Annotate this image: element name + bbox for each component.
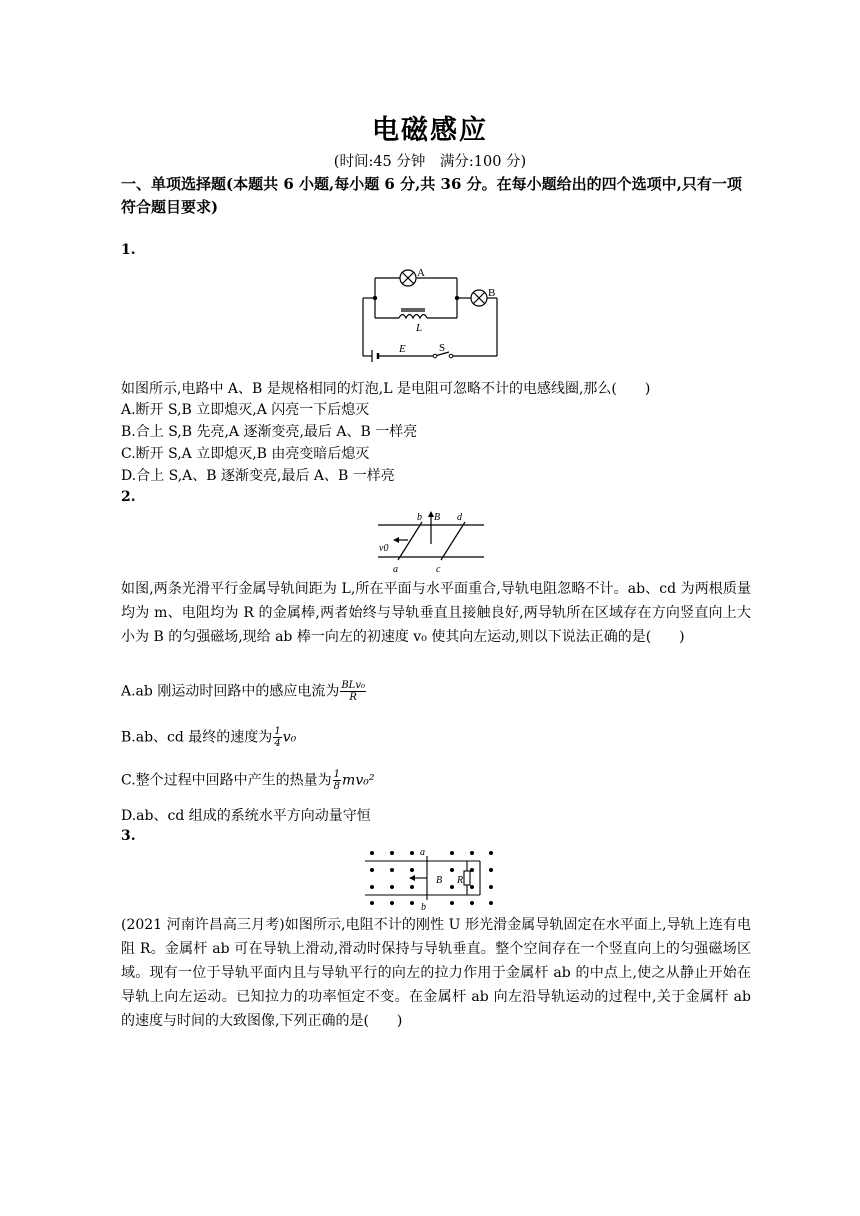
label-lamp-b: B (488, 287, 496, 299)
question-2-rails-figure (376, 510, 486, 576)
label-field-b: B (436, 875, 443, 886)
label-resistor-r: R (457, 875, 464, 886)
label-rod-a: a (420, 847, 425, 858)
label-v0: v0 (379, 543, 389, 554)
question-2-stem: 如图,两条光滑平行金属导轨间距为 L,所在平面与水平面重合,导轨电阻忽略不计。ab、cd 为两根质量均为 m、电阻均为 R 的金属棒,两者始终与导轨垂直且接触良好,两导轨所在区域存在方向竖直向上大小为 B 的匀强磁场,现给 ab 棒一向左的初速度 v₀ 使其向左运动,则以下说法正确的是( ) (121, 581, 751, 645)
label-b-end: b (417, 512, 422, 523)
question-3-stem: (2021 河南许昌高三月考)如图所示,电阻不计的刚性 U 形光滑金属导轨固定在水平面上,导轨上连有电阻 R。金属杆 ab 可在导轨上滑动,滑动时保持与导轨垂直。整个空间存在一个竖直向上的匀强磁场区域。现有一位于导轨平面内且与导轨平行的向左的拉力作用于金属杆 ab 的中点上,使之从静止开始在导轨上向左运动。已知拉力的功率恒定不变。在金属杆 ab 向左沿导轨运动的过程中,关于金属杆 ab 的速度与时间的大致图像,下列正确的是( ) (121, 917, 751, 1029)
question-1-stem: 如图所示,电路中 A、B 是规格相同的灯泡,L 是电阻可忽略不计的电感线圈,那么( ) (121, 381, 651, 397)
section-heading: 一、单项选择题(本题共 6 小题,每小题 6 分,共 36 分。在每小题给出的四个选项中,只有一项符合题目要求) (121, 175, 742, 216)
question-1-number: 1. (121, 242, 136, 258)
label-lamp-a: A (417, 268, 425, 279)
question-2-number: 2. (121, 489, 136, 505)
question-2-option-c: C.整个过程中回路中产生的热量为 $\frac{1}{8}$ mv₀² (121, 769, 375, 792)
label-field-b: B (434, 512, 441, 523)
label-emf-e: E (399, 343, 406, 355)
question-1-option-b: B.合上 S,B 先亮,A 逐渐变亮,最后 A、B 一样亮 (121, 424, 418, 440)
label-rod-b: b (421, 902, 426, 912)
question-1-option-c: C.断开 S,A 立即熄灭,B 由亮变暗后熄灭 (121, 446, 370, 462)
label-a-end: a (393, 564, 398, 575)
question-2-option-a: A.ab 刚运动时回路中的感应电流为 $\frac{\text{BLv₀}}{R}$ (121, 680, 365, 703)
exam-info: (时间:45 分钟 满分:100 分) (333, 154, 527, 170)
question-3-number: 3. (121, 828, 136, 844)
label-switch-s: S (439, 342, 446, 354)
question-2-option-b: B.ab、cd 最终的速度为 $\frac{1}{4}$ v₀ (121, 726, 297, 749)
question-2-option-d: D.ab、cd 组成的系统水平方向动量守恒 (121, 808, 371, 824)
page-title: 电磁感应 (372, 115, 488, 146)
label-inductor-l: L (416, 322, 423, 334)
label-c-end: c (436, 564, 441, 575)
label-d-end: d (457, 512, 462, 523)
question-1-circuit-figure (355, 268, 505, 364)
question-1-option-d: D.合上 S,A、B 逐渐变亮,最后 A、B 一样亮 (121, 468, 395, 484)
question-3-field-figure (363, 846, 499, 912)
question-1-option-a: A.断开 S,B 立即熄灭,A 闪亮一下后熄灭 (121, 402, 370, 418)
